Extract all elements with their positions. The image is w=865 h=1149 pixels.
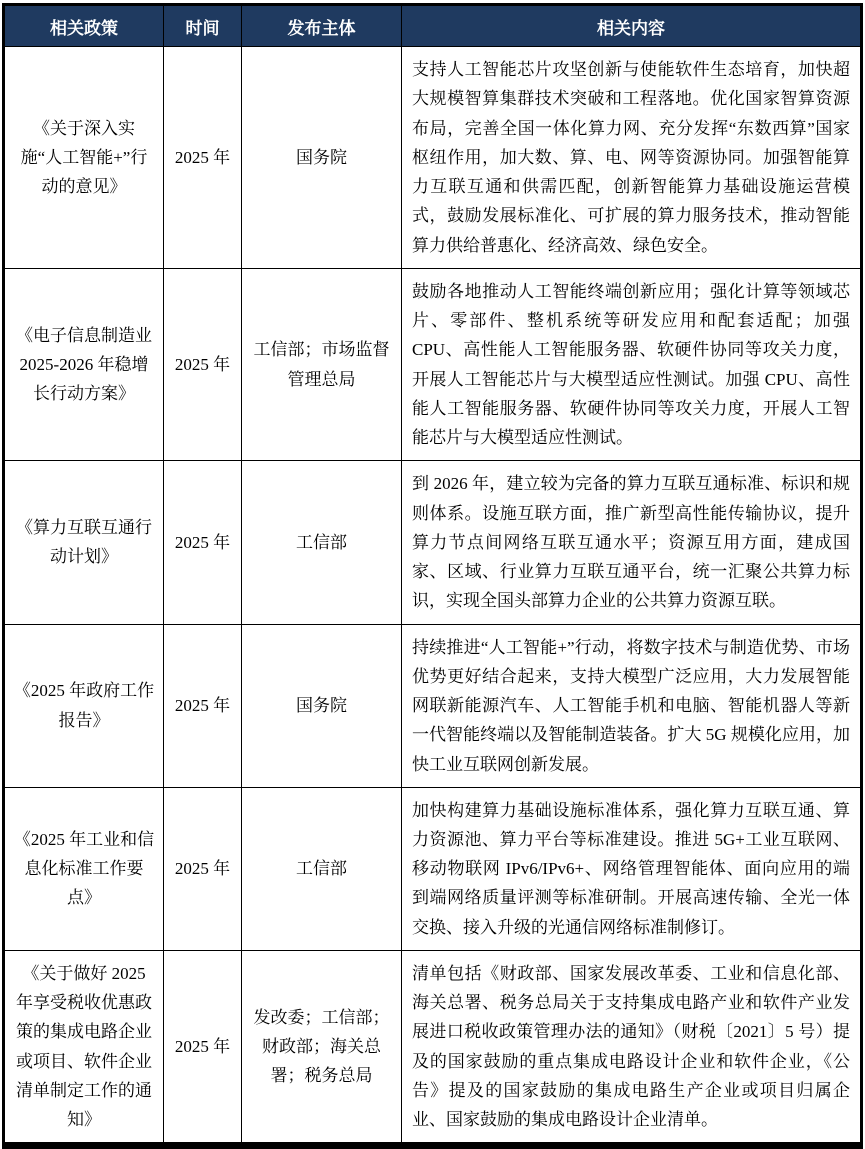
header-content: 相关内容 [402, 5, 862, 47]
policy-title: 《电子信息制造业 2025-2026 年稳增长行动方案》 [4, 269, 164, 461]
table-row [4, 950, 862, 1145]
header-publisher: 发布主体 [242, 5, 402, 47]
policy-time: 2025 年 [164, 47, 242, 269]
table-row [4, 461, 862, 624]
header-policy: 相关政策 [4, 5, 164, 47]
policy-publisher: 发改委；工信部；财政部；海关总署；税务总局 [242, 950, 402, 1145]
table-row [4, 624, 862, 787]
policy-title: 《2025 年工业和信息化标准工作要点》 [4, 787, 164, 950]
policy-time: 2025 年 [164, 787, 242, 950]
policy-time: 2025 年 [164, 461, 242, 624]
policy-publisher: 工信部；市场监督管理总局 [242, 269, 402, 461]
policy-title: 《关于深入实施“人工智能+”行动的意见》 [4, 47, 164, 269]
policy-time: 2025 年 [164, 950, 242, 1145]
policy-content: 鼓励各地推动人工智能终端创新应用；强化计算等领域芯片、零部件、整机系统等研发应用和配套适配；加强 CPU、高性能人工智能服务器、软硬件协同等攻关力度，开展人工智能芯片与大模型适应性测试。加强 CPU、高性能人工智能服务器、软硬件协同等攻关力度，开展人工智能芯片与大模型适应性测试。 [402, 269, 862, 461]
policy-publisher: 工信部 [242, 787, 402, 950]
policy-time: 2025 年 [164, 624, 242, 787]
policy-content: 加快构建算力基础设施标准体系，强化算力互联互通、算力资源池、算力平台等标准建设。推进 5G+工业互联网、移动物联网 IPv6/IPv6+、网络管理智能体、面向应用的端到端网络质量评测等标准研制。开展高速传输、全光一体交换、接入升级的光通信网络标准制修订。 [402, 787, 862, 950]
table-row [4, 787, 862, 950]
policy-content: 到 2026 年，建立较为完备的算力互联互通标准、标识和规则体系。设施互联方面，推广新型高性能传输协议，提升算力节点间网络互联互通水平；资源互用方面，建成国家、区域、行业算力互联互通平台，统一汇聚公共算力标识，实现全国头部算力企业的公共算力资源互联。 [402, 461, 862, 624]
policy-publisher: 工信部 [242, 461, 402, 624]
policy-table [2, 3, 863, 1149]
header-row [4, 5, 862, 47]
policy-publisher: 国务院 [242, 624, 402, 787]
policy-content: 支持人工智能芯片攻坚创新与使能软件生态培育，加快超大规模智算集群技术突破和工程落地。优化国家智算资源布局，完善全国一体化算力网、充分发挥“东数西算”国家枢纽作用，加大数、算、电、网等资源协同。加强智能算力互联互通和供需匹配，创新智能算力基础设施运营模式，鼓励发展标准化、可扩展的算力服务技术，推动智能算力供给普惠化、经济高效、绿色安全。 [402, 47, 862, 269]
policy-title: 《2025 年政府工作报告》 [4, 624, 164, 787]
policy-publisher: 国务院 [242, 47, 402, 269]
policy-content: 持续推进“人工智能+”行动，将数字技术与制造优势、市场优势更好结合起来，支持大模型广泛应用，大力发展智能网联新能源汽车、人工智能手机和电脑、智能机器人等新一代智能终端以及智能制造装备。扩大 5G 规模化应用，加快工业互联网创新发展。 [402, 624, 862, 787]
policy-title: 《关于做好 2025 年享受税收优惠政策的集成电路企业或项目、软件企业清单制定工作的通知》 [4, 950, 164, 1145]
header-time: 时间 [164, 5, 242, 47]
table-row [4, 47, 862, 269]
policy-content: 清单包括《财政部、国家发展改革委、工业和信息化部、海关总署、税务总局关于支持集成电路产业和软件产业发展进口税收政策管理办法的通知》（财税〔2021〕5 号）提及的国家鼓励的重点集成电路设计企业和软件企业，《公告》提及的国家鼓励的集成电路生产企业或项目归属企业、国家鼓励的集成电路设计企业清单。 [402, 950, 862, 1145]
table-row [4, 269, 862, 461]
policy-title: 《算力互联互通行动计划》 [4, 461, 164, 624]
policy-time: 2025 年 [164, 269, 242, 461]
